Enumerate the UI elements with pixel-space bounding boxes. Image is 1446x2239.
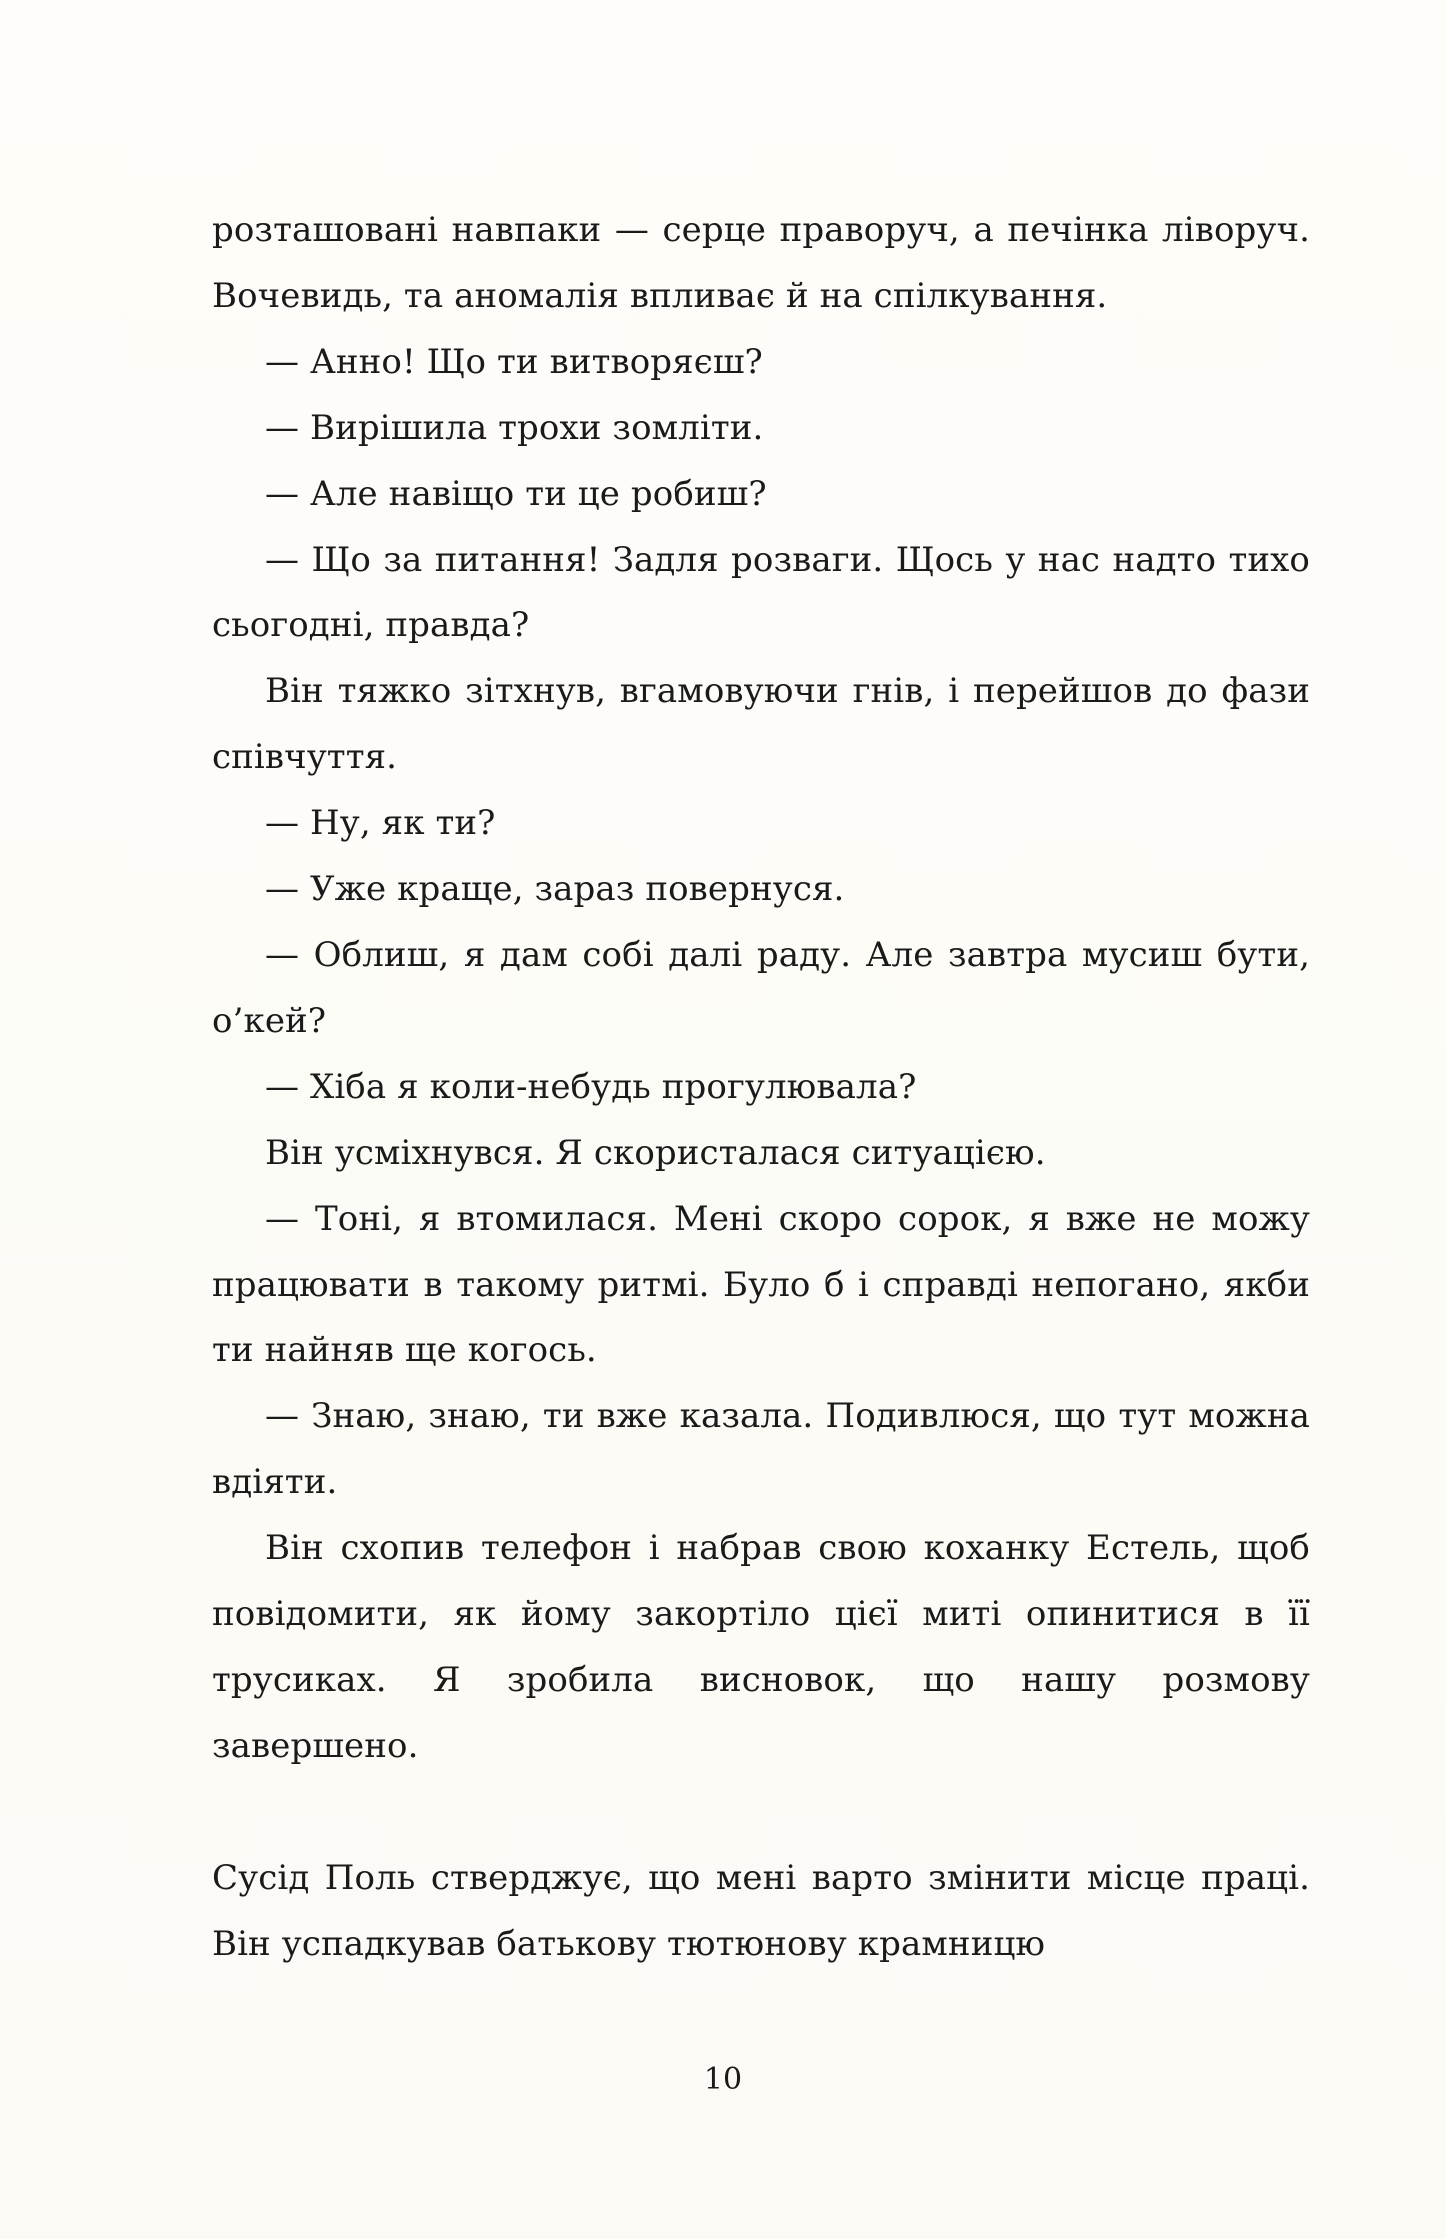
page-text <box>212 198 1310 1977</box>
paragraph: Сусід Поль стверджує, що мені варто змінити місце праці. Він успадкував батькову тютюнову крамницю <box>212 1857 1310 1964</box>
dialogue-line: — Що за питання! Задля розваги. Щось у нас надто тихо сьогодні, правда? <box>212 539 1310 646</box>
paragraph: Він усміхнувся. Я скористалася ситуацією. <box>265 1132 1046 1173</box>
dialogue-line: — Але навіщо ти це робиш? <box>265 473 767 514</box>
dialogue-line: — Хіба я коли-небудь прогулювала? <box>265 1066 917 1107</box>
dialogue-line: — Ну, як ти? <box>265 803 496 844</box>
section-break <box>212 1780 1310 1846</box>
dialogue-line: — Знаю, знаю, ти вже казала. Подивлюся, що тут можна вдіяти. <box>212 1396 1310 1503</box>
page-number: 10 <box>703 2062 743 2097</box>
dialogue-line: — Тоні, я втомилася. Мені скоро сорок, я вже не можу працювати в такому ритмі. Було б і справді непогано, якби ти найняв ще когось. <box>212 1198 1310 1371</box>
paragraph: Він тяжко зітхнув, вгамовуючи гнів, і перейшов до фази співчуття. <box>212 671 1310 778</box>
paragraph: Він схопив телефон і набрав свою коханку Естель, щоб повідомити, як йому закортіло цієї миті опинитися в її трусиках. Я зробила висновок, що нашу розмову завершено. <box>212 1528 1310 1766</box>
dialogue-line: — Облиш, я дам собі далі раду. Але завтра мусиш бути, о’кей? <box>212 934 1310 1041</box>
dialogue-line: — Вирішила трохи зомліти. <box>265 407 764 448</box>
dialogue-line: — Анно! Що ти витворяєш? <box>265 341 763 382</box>
paragraph: розташовані навпаки — серце праворуч, а печінка ліворуч. Вочевидь, та аномалія впливає й на спілкування. <box>212 210 1310 316</box>
dialogue-line: — Уже краще, зараз повернуся. <box>265 869 845 910</box>
